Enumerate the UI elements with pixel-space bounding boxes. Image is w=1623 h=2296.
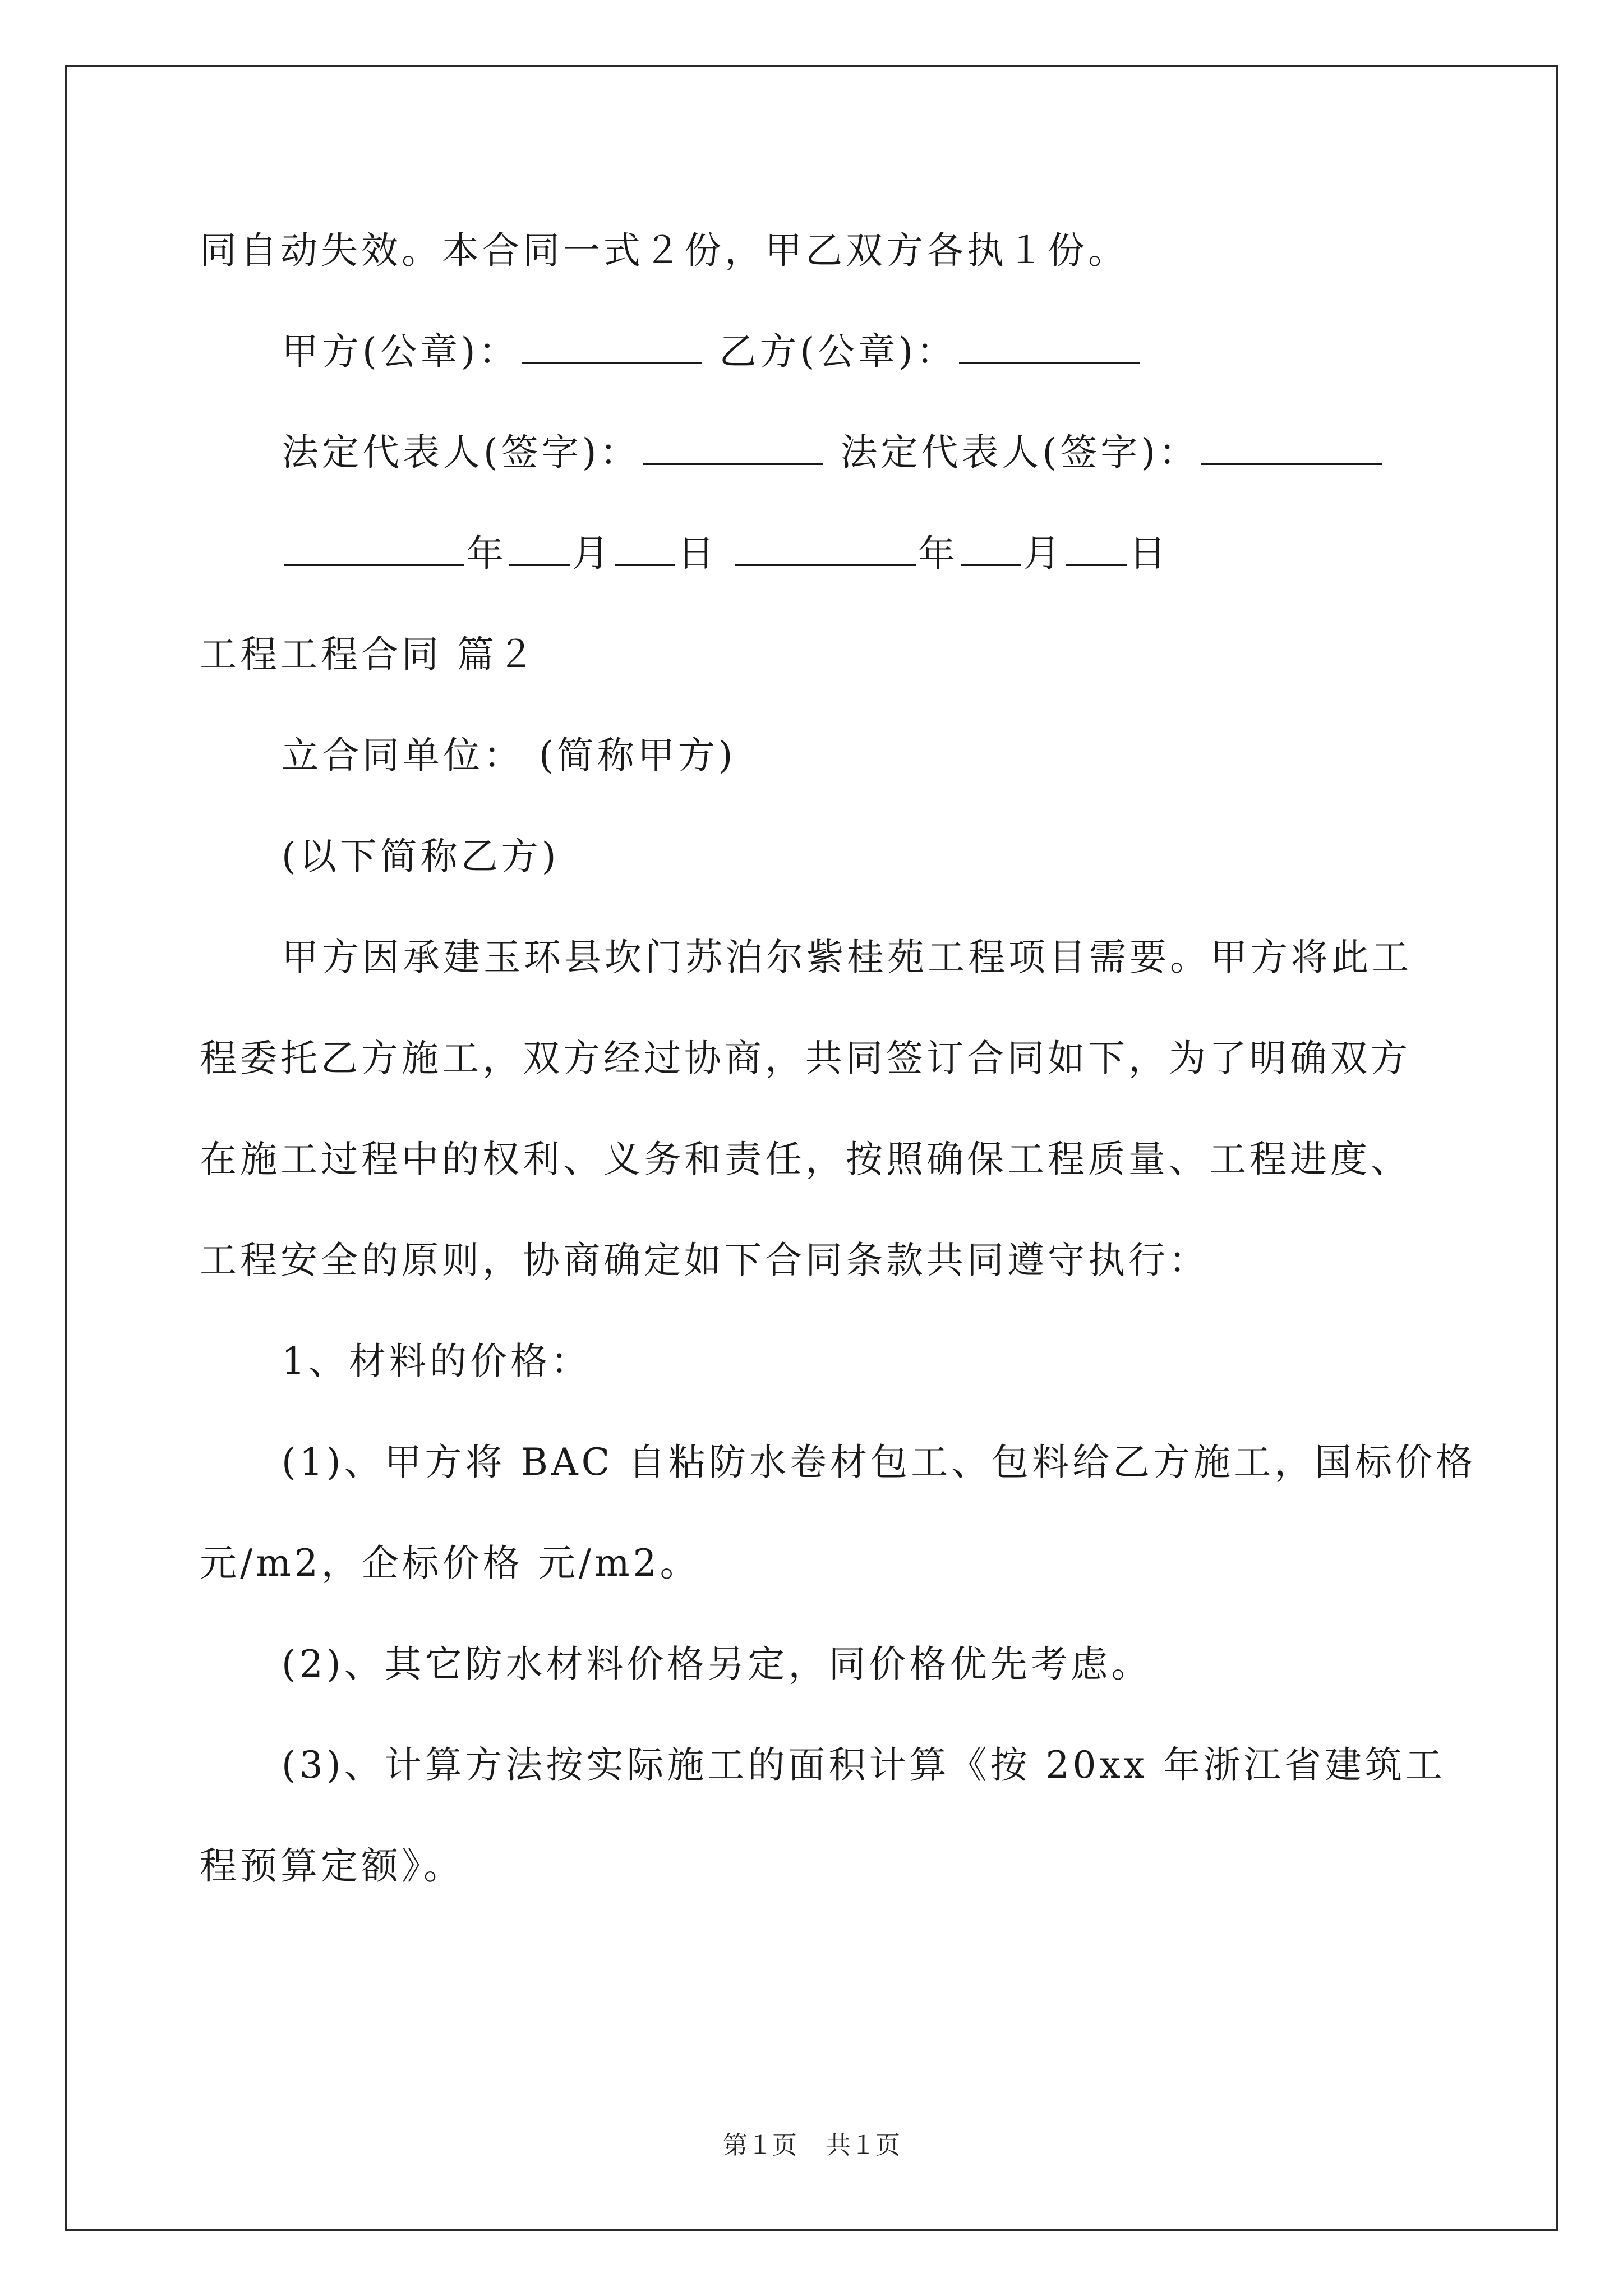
party-b-seal-label: 乙方(公章)：	[719, 330, 957, 373]
date-row	[282, 528, 1169, 579]
party-b-rep-label: 法定代表人(签字)：	[840, 431, 1199, 474]
page-number-total: 共１页	[826, 2131, 900, 2160]
date-b-year: 年	[917, 532, 958, 575]
date-a-month: 月	[572, 532, 612, 575]
paragraph-closing: 同自动失效。本合同一式２份，甲乙双方各执１份。	[200, 229, 1128, 272]
page-footer	[0, 2129, 1623, 2162]
date-a-year-blank	[284, 529, 464, 566]
intro-paragraph-line-4: 工程安全的原则，协商确定如下合同条款共同遵守执行：	[200, 1239, 1209, 1282]
clause-1-1-line-1: (1)、甲方将 BAC 自粘防水卷材包工、包料给乙方施工，国标价格	[282, 1441, 1477, 1484]
date-b-month: 月	[1023, 532, 1064, 575]
date-a-day: 日	[677, 532, 718, 575]
clause-1-heading: 1、材料的价格：	[282, 1340, 591, 1383]
date-a-year: 年	[467, 532, 507, 575]
party-b-seal-blank	[959, 327, 1140, 364]
intro-paragraph-line-3: 在施工过程中的权利、义务和责任，按照确保工程质量、工程进度、	[200, 1138, 1411, 1181]
date-b-month-blank	[961, 529, 1021, 566]
party-b-rep-blank	[1201, 428, 1382, 465]
date-b-year-blank	[735, 529, 916, 566]
party-a-line: 立合同单位： (简称甲方)	[282, 734, 736, 777]
clause-1-2: (2)、其它防水材料价格另定，同价格优先考虑。	[282, 1642, 1152, 1686]
party-a-seal-blank	[522, 327, 702, 364]
party-a-rep-blank	[643, 428, 823, 465]
representative-row	[282, 427, 1384, 478]
party-a-rep-label: 法定代表人(签字)：	[282, 431, 640, 474]
signature-seal-row	[282, 326, 1142, 377]
date-b-day-blank	[1066, 529, 1127, 566]
clause-1-1-line-2: 元/m2，企标价格 元/m2。	[200, 1542, 700, 1585]
date-a-day-blank	[615, 529, 675, 566]
clause-1-3-line-1: (3)、计算方法按实际施工的面积计算《按 20xx 年浙江省建筑工	[282, 1743, 1446, 1787]
clause-1-3-line-2: 程预算定额》。	[200, 1844, 464, 1888]
intro-paragraph-line-2: 程委托乙方施工，双方经过协商，共同签订合同如下，为了明确双方	[200, 1037, 1411, 1080]
date-b-day: 日	[1128, 532, 1169, 575]
intro-paragraph-line-1: 甲方因承建玉环县坎门苏泊尔紫桂苑工程项目需要。甲方将此工	[282, 936, 1412, 979]
page-number-current: 第１页	[723, 2131, 797, 2160]
party-a-seal-label: 甲方(公章)：	[282, 330, 519, 373]
date-a-month-blank	[509, 529, 570, 566]
party-b-line: (以下简称乙方)	[282, 835, 560, 878]
section-heading: 工程工程合同 篇２	[200, 633, 538, 676]
